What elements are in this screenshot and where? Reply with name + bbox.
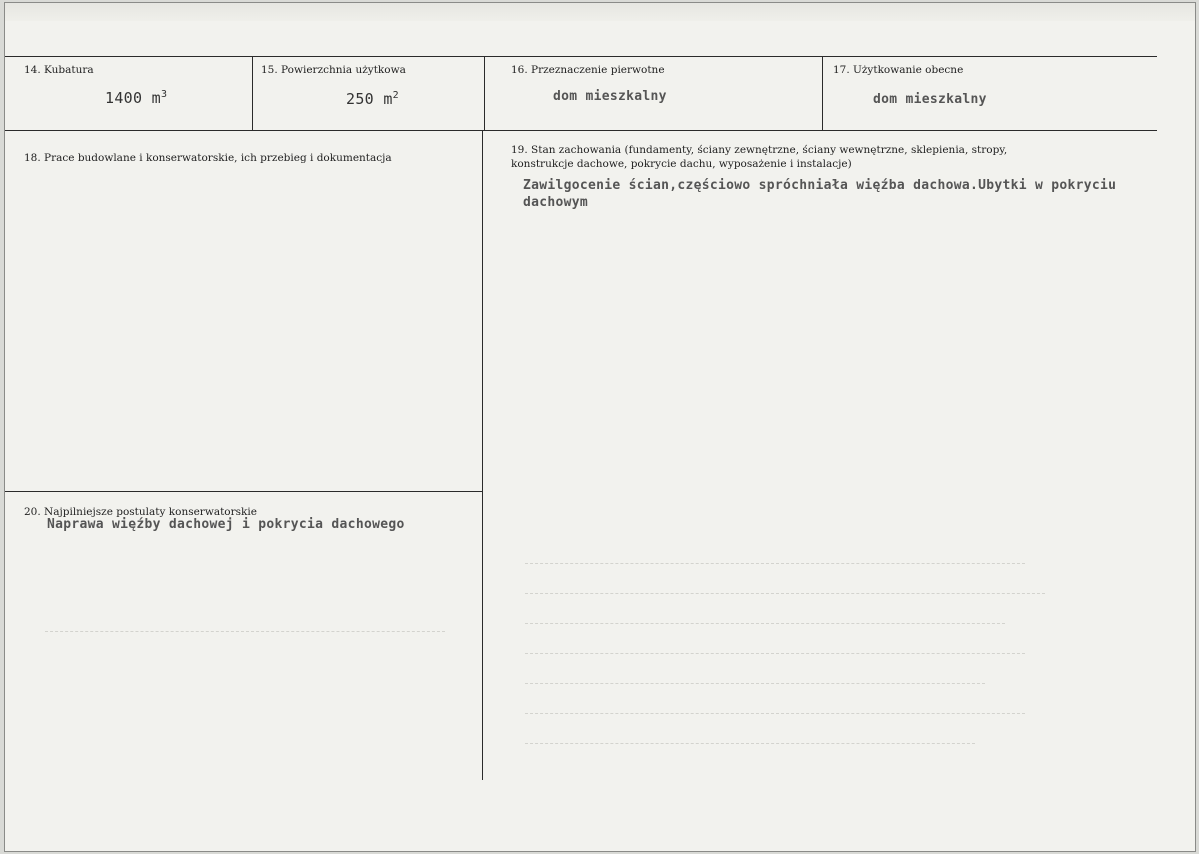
show-through-line: [525, 653, 1025, 654]
card-top-band: [5, 3, 1195, 21]
field-19-label-line1: 19. Stan zachowania (fundamenty, ściany zewnętrzne, ściany wewnętrzne, sklepienia, stropy,: [511, 144, 1008, 156]
divider-18-20: [5, 491, 482, 492]
show-through-line: [525, 623, 1005, 624]
top-rule: [5, 56, 1157, 57]
show-through-line: [525, 563, 1025, 564]
record-card: [4, 2, 1196, 852]
divider-left-right: [482, 130, 483, 780]
show-through-line: [525, 713, 1025, 714]
field-15-value: [346, 90, 399, 108]
field-15-exponent: 2: [392, 90, 399, 101]
field-14-exponent: 3: [161, 89, 168, 100]
row1-bottom-rule: [5, 130, 1157, 131]
show-through-line: [525, 593, 1045, 594]
field-17-label: 17. Użytkowanie obecne: [833, 64, 964, 76]
field-14-label: 14. Kubatura: [24, 64, 94, 76]
field-14-value-text: 1400 m: [105, 89, 161, 107]
divider-15-16: [484, 56, 485, 130]
field-19-value-line2: dachowym: [523, 195, 589, 210]
field-16-value: dom mieszkalny: [553, 89, 667, 104]
field-19-label-line2: konstrukcje dachowe, pokrycie dachu, wyposażenie i instalacje): [511, 158, 852, 170]
field-15-value-text: 250 m: [346, 90, 393, 108]
show-through-line: [45, 631, 445, 632]
field-15-label: 15. Powierzchnia użytkowa: [261, 64, 406, 76]
field-18-label: 18. Prace budowlane i konserwatorskie, ich przebieg i dokumentacja: [24, 152, 392, 164]
divider-14-15: [252, 56, 253, 130]
show-through-line: [525, 743, 975, 744]
field-16-label: 16. Przeznaczenie pierwotne: [511, 64, 665, 76]
show-through-line: [525, 683, 985, 684]
field-20-label: 20. Najpilniejsze postulaty konserwatorskie: [24, 506, 257, 518]
field-14-value: [105, 89, 167, 107]
divider-16-17: [822, 56, 823, 130]
field-20-value: Naprawa więźby dachowej i pokrycia dachowego: [47, 517, 405, 532]
field-17-value: dom mieszkalny: [873, 92, 987, 107]
field-19-value-line1: Zawilgocenie ścian,częściowo spróchniała więźba dachowa.Ubytki w pokryciu: [523, 178, 1117, 193]
